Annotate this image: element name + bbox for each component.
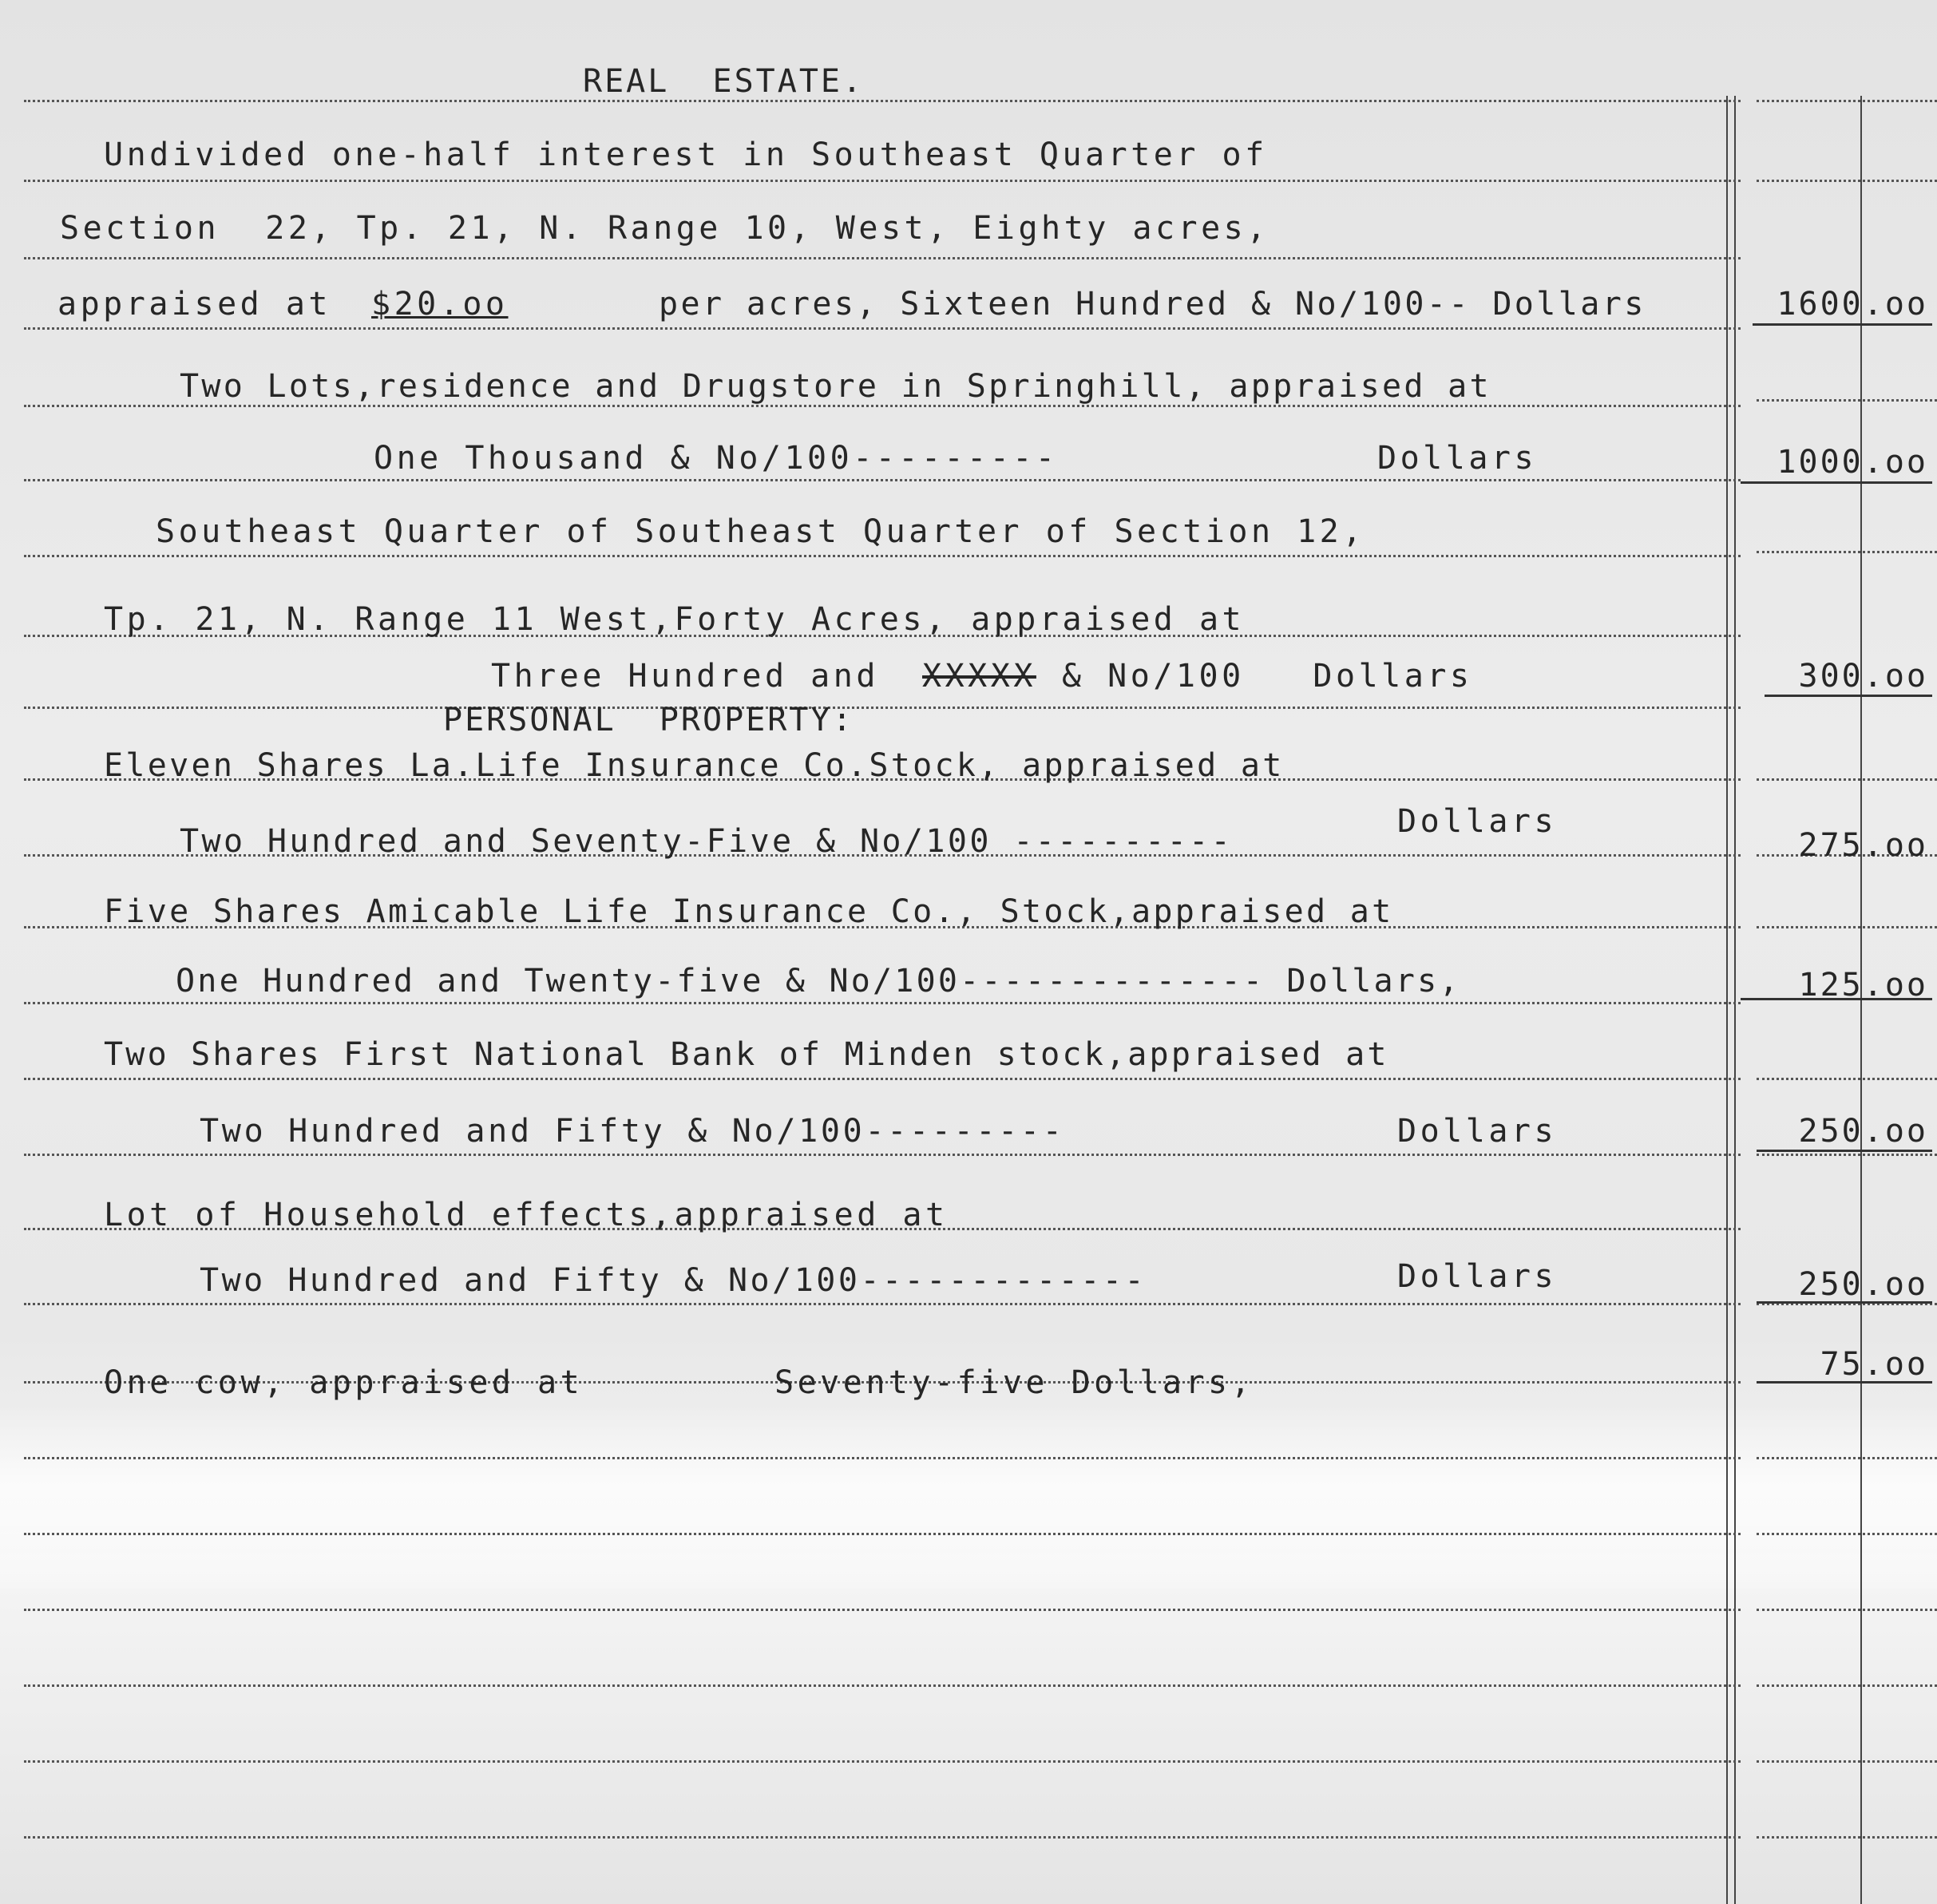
amount-cell: 1000.oo — [1777, 444, 1928, 481]
ruled-line — [24, 1533, 1741, 1535]
text-line: Seventy-five Dollars, — [774, 1364, 1254, 1401]
ruled-line — [24, 1760, 1741, 1763]
amount-underline — [1757, 1381, 1932, 1383]
heading-real-estate: REAL ESTATE. — [583, 63, 865, 100]
amount-underline — [1753, 323, 1932, 326]
text-line: Five Shares Amicable Life Insurance Co., Stock,appraised at — [104, 893, 1394, 930]
text-line: One Hundred and Twenty-five & No/100-------------- Dollars, — [176, 963, 1461, 1000]
ruled-line — [24, 479, 1741, 481]
ruled-line — [1757, 100, 1937, 102]
text-line: Undivided one-half interest in Southeast Quarter of — [104, 137, 1268, 173]
ruled-line — [24, 1303, 1741, 1305]
ruled-line — [24, 1836, 1741, 1839]
ruled-line — [24, 1154, 1741, 1156]
ruled-line — [1757, 926, 1937, 928]
amount-cell: 250.oo — [1798, 1113, 1928, 1150]
text-line: Dollars — [1397, 803, 1558, 840]
text-line: Three Hundred and — [491, 658, 879, 695]
ruled-line — [1757, 778, 1937, 781]
ruled-line — [24, 100, 1741, 102]
ruled-line — [1757, 1684, 1937, 1687]
amount-underline — [1765, 695, 1932, 697]
amount-underline — [1741, 481, 1932, 484]
amount-cell: 275.oo — [1798, 827, 1928, 864]
text-line: appraised at — [57, 286, 331, 323]
ruled-line — [24, 555, 1741, 557]
ruled-line — [24, 257, 1741, 259]
ruled-line — [24, 1002, 1741, 1004]
struck-text: XXXXX — [922, 658, 1036, 695]
ruled-line — [24, 1457, 1741, 1459]
ruled-line — [24, 1609, 1741, 1611]
text-line: One Thousand & No/100--------- — [374, 440, 1059, 477]
heading-personal-property: PERSONAL PROPERTY: — [443, 702, 854, 738]
paper-fold — [0, 1405, 1937, 1589]
text-line: One cow, appraised at — [104, 1364, 584, 1401]
ruled-line — [24, 1078, 1741, 1080]
ruled-line — [1757, 1457, 1937, 1459]
amount-underline — [1757, 1301, 1932, 1304]
ruled-line — [1757, 180, 1937, 182]
ruled-line — [1757, 551, 1937, 553]
ruled-line — [1757, 1760, 1937, 1763]
ruled-line — [24, 1684, 1741, 1687]
ruled-line — [1757, 399, 1937, 402]
amount-underline — [1757, 1150, 1932, 1152]
text-line: Section 22, Tp. 21, N. Range 10, West, Eighty acres, — [60, 210, 1270, 247]
amount-underline — [1741, 998, 1932, 1000]
text-line: Two Lots,residence and Drugstore in Springhill, appraised at — [180, 368, 1491, 405]
ruled-line — [1757, 1078, 1937, 1080]
ruled-line — [1757, 1609, 1937, 1611]
amount-cell: 125.oo — [1798, 967, 1928, 1003]
text-line: Two Hundred and Fifty & No/100------------- — [200, 1262, 1147, 1299]
amount-cell: 250.oo — [1798, 1266, 1928, 1303]
text-line: Southeast Quarter of Southeast Quarter of Section 12, — [156, 513, 1365, 550]
amount-cell: 1600.oo — [1777, 286, 1928, 323]
text-line: Two Shares First National Bank of Minden stock,appraised at — [104, 1036, 1389, 1073]
amount-cell: 75.oo — [1820, 1346, 1928, 1383]
text-line: Two Hundred and Seventy-Five & No/100 ---------- — [180, 823, 1234, 860]
ruled-line — [24, 180, 1741, 182]
amount-cell: 300.oo — [1798, 658, 1928, 695]
text-line: per acres, Sixteen Hundred & No/100-- Dollars — [659, 286, 1646, 323]
text-line: Dollars — [1397, 1258, 1558, 1295]
ruled-line — [1757, 1154, 1937, 1156]
ruled-line — [1757, 1836, 1937, 1839]
text-line: Lot of Household effects,appraised at — [104, 1197, 949, 1233]
text-line: Tp. 21, N. Range 11 West,Forty Acres, appraised at — [104, 601, 1246, 638]
ruled-line — [1757, 1533, 1937, 1535]
ruling-line — [1734, 96, 1736, 1904]
text-line: Eleven Shares La.Life Insurance Co.Stock, appraised at — [104, 747, 1285, 784]
ruled-line — [24, 707, 1741, 709]
text-line: & No/100 Dollars — [1062, 658, 1473, 695]
text-line: $20.oo — [371, 286, 509, 323]
text-line: Dollars — [1377, 440, 1538, 477]
text-line: Two Hundred and Fifty & No/100--------- — [200, 1113, 1065, 1150]
ruling-line — [1726, 96, 1728, 1904]
ruled-line — [24, 327, 1741, 330]
text-line: Dollars — [1397, 1113, 1558, 1150]
